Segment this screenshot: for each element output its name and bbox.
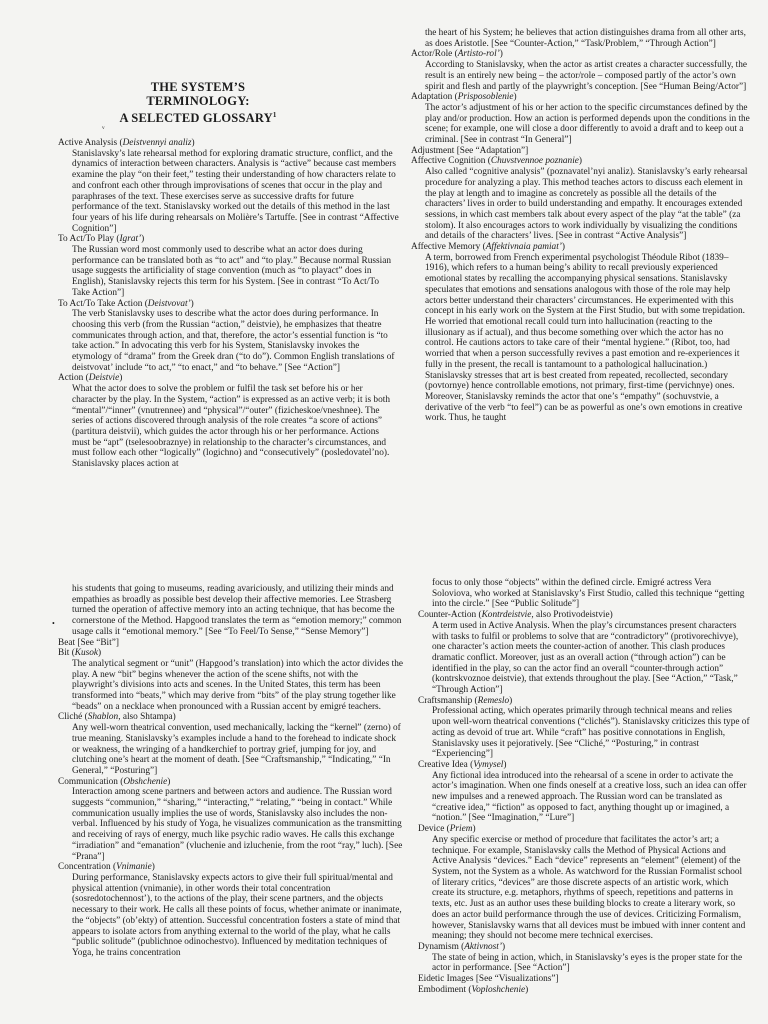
- headword-label: Active Analysis (: [58, 138, 123, 148]
- glossary-headword: [58, 138, 399, 149]
- continued-text: focus to only those “objects” within the defined circle. Emigré actress Vera Soloviova, who worked at Stanislavsky’s First Studio, called this technique “getting into the circle.” [See “Public Solitude”]: [432, 578, 745, 610]
- glossary-definition: Professional acting, which operates primarily through technical means and relies upon well-worn theatrical conventions (“clichés”). Stanislavsky criticizes this type of acting as devoid of true art. While “craft” has positive connotations in English, Stanislavsky uses it pejoratively. [See “Cliché,” “Posturing,” in contrast “Experiencing”]: [432, 706, 750, 760]
- headword-tail: ): [472, 824, 476, 835]
- headword-label: To Act/To Take Action (: [58, 298, 148, 309]
- glossary-headword: [411, 242, 750, 253]
- headword-label: Device (: [418, 824, 450, 835]
- glossary-definition: A term, borrowed from French experimental psychologist Théodule Ribot (1839–1916), which refers to a human being’s ability to recall previously experienced emotional states by recalling the accompanying physical sensations. Stanislavsky speculates that emotions and sensations analogous with those of the role may help actors better understand their characters’ circumstances. He experimented with this concept in his early work on the System at the First Studio, but with some trepidation. He worried that emotional recall could turn into hallucination (reacting to the illusionary as if actual), and thus become something over which the actor has no control. He cautions actors to take care of their “mental hygiene.” (Ribot, too, had worried that when a person successfully revives a past emotion and re-experiences it fully in the present, the recall is tantamount to a pathological hallucination.) Stanislavsky stresses that art is best created from repeated, recollected, secondary (povtornye) hence controllable emotions, not primary, first-time (pervichnye) ones. Moreover, Stanislavsky reminds the actor that one’s “empathy” (sochuvstvie, a derivative of the verb “to feel”) can be as powerful as one’s own emotions in creative work. Thus, he taught: [425, 252, 745, 424]
- glossary-definition: The actor’s adjustment of his or her action to the specific circumstances defined by the play and/or production. How an action is performed depends upon the conditions in the scene; for example, one will close a door differently to avoid a draft and to keep out a criminal. [See in contrast “In General”]: [425, 102, 750, 146]
- headword-label: Beat [See “Bit”]: [58, 637, 119, 648]
- headword-tail: ): [561, 242, 565, 253]
- headword-label: Adjustment [See “Adaptation”]: [411, 145, 529, 156]
- headword-tail: ): [501, 941, 506, 952]
- glossary-headword: [418, 942, 752, 953]
- glossary-definition: During performance, Stanislavsky expects actors to give their full spiritual/mental and physical attention (vnimanie), in other words their total concentration (sosredotochennost’), to the actions of the play, their scene partners, and the objects necessary to their work. He calls all these points of focus, whether animate or inanimate, the “objects” (ob’ekty) of attention. Successful concentration fosters a state of mind that appears to isolate actors from anything external to the world of the play, what he calls “public solitude” (publichnoe odinochestvo). Influenced by meditation techniques of Yoga, he trains concentration: [72, 872, 402, 958]
- headword-label: Affective Cognition (: [411, 156, 491, 167]
- glossary-headword: [411, 146, 750, 157]
- page-top-left-column: [58, 138, 399, 508]
- russian-term: Chuvstvennoe poznanie: [490, 156, 579, 167]
- headword-tail: ): [98, 648, 102, 659]
- headword-tail: ): [525, 984, 529, 995]
- glossary-headword: [58, 234, 399, 245]
- headword-tail: ): [151, 862, 155, 873]
- glossary-definition: According to Stanislavsky, when the actor as artist creates a character successfully, the result is an entirely new being – the actor/role – composed partly of the actor’s own spirit and flesh and partly of the playwright’s conception. [See “Human Being/Actor”]: [425, 60, 747, 92]
- headword-label: Embodiment (: [418, 984, 472, 995]
- glossary-definition: Any fictional idea introduced into the rehearsal of a scene in order to activate the actor’s imagination. When one finds oneself at a creative loss, such an idea can offer new impulses and a renewed approach. The Russian word can be translated as “creative idea,” “fiction” as opposed to fact, anything thought up or imagined, a “notion.” [See “Imagination,” “Lure”]: [432, 770, 747, 824]
- glossary-headword: [418, 760, 752, 771]
- headword-tail: ): [167, 776, 171, 787]
- headword-tail: ): [503, 759, 507, 770]
- continued-text: his students that going to museums, reading avariciously, and utilizing their minds and empathies as broadly as possible best develop their affective memories. Lee Strasberg turned the operation of affective memory into an acting technique, that has become the cornerstone of the Method. Hapgood translates the term as “emotion memory;” common usage calls it “emotional memory.” [See “To Feel/To Sense,” “Sense Memory”]: [72, 584, 402, 637]
- headword-label: Counter-Action (: [418, 610, 482, 621]
- title-line-1: THE SYSTEM’S TERMINOLOGY:: [146, 80, 250, 108]
- russian-term: Deistvennyi analiz: [122, 138, 192, 148]
- margin-bullet: •: [52, 619, 55, 628]
- headword-label: Actor/Role (: [411, 49, 458, 60]
- glossary-definition: Interaction among scene partners and between actors and audience. The Russian word suggests “communion,” “sharing,” “interacting,” “relating,” “being in contact.” While communication usually implies the use of words, Stanislavsky also includes the non-verbal. Influenced by his study of Yoga, he visualizes communication as the transmitting and receiving of rays of energy, much like psychic radio waves. He calls this exchange “irradiation” and “emanation” (vluchenie and izluchenie, from the root “ray,” luch). [See “Prana”]: [72, 787, 403, 862]
- headword-label: Concentration (: [58, 862, 117, 873]
- headword-label: Communication (: [58, 776, 124, 787]
- glossary-headword: [58, 299, 399, 310]
- russian-term: Kontrdeistvie: [481, 610, 532, 621]
- title-line-2: A SELECTED GLOSSARY$^1$: [119, 111, 277, 126]
- glossary-definition: The analytical segment or “unit” (Hapgood’s translation) into which the actor divides the play. A new “bit” begins whenever the action of the scene shifts, not with the playwright’s divisions into acts and scenes. In the United States, this term has been transformed into “beats,” which may derive from “bits” of the play strung together like “beads” on a necklace when pronounced with a Russian accent by emigré teachers.: [72, 658, 403, 712]
- headword-label: Cliché (: [58, 712, 88, 723]
- russian-term: Deistvie: [88, 373, 120, 384]
- glossary-title: [100, 80, 296, 125]
- headword-label: Creative Idea (: [418, 759, 474, 770]
- headword-label: Dynamism (: [418, 941, 465, 952]
- glossary-headword: [411, 49, 750, 60]
- russian-term: Obshchenie: [123, 776, 168, 787]
- glossary-definition: The verb Stanislavsky uses to describe what the actor does during performance. In choosing this verb (from the Russian “action,” deistvie), he emphasizes that theatre communicates through action, and that, therefore, the actor’s essential function is “to take action.” In advocating this verb for his System, Stanislavsky invokes the etymology of “drama” from the Greek dran (“to do”). Common English translations of deistvovat’ include “to act,” “to enact,” and “to behave.” [See “Action”]: [72, 309, 395, 373]
- russian-term: Artisto-rol’: [457, 49, 500, 60]
- headword-tail: ): [578, 156, 583, 167]
- headword-label: Adaptation (: [411, 92, 458, 103]
- stray-mark: ᵥ: [102, 120, 105, 130]
- headword-tail: , also Protivodeistvie): [531, 610, 613, 621]
- headword-label: To Act/To Play (: [58, 234, 120, 245]
- headword-label: Bit (: [58, 648, 75, 659]
- glossary-definition: A term used in Active Analysis. When the play’s circumstances present characters with tasks to fulfil or problems to solve that are “contradictory” (protivorechivye), one character’s action meets the counter-action of another. This clash produces dramatic conflict. Moreover, just as an overall action (“through action”) can be identified in the play, so can the actor find an overall “counter-through action” (kontrskvoznoe deistvie), that extends throughout the play. [See “Action,” “Task,” “Through Action”]: [432, 620, 739, 696]
- russian-term: Igrat’: [119, 234, 142, 245]
- russian-term: Kusok: [74, 648, 99, 659]
- glossary-definition: What the actor does to solve the problem or fulfil the task set before his or her character by the play. In the System, “action” is expressed as an active verb; it is both “mental”/“inner” (vnutrennee) and “physical”/“outer” (fizicheskoe/vneshnee). The series of actions discovered through analysis of the role creates “a score of actions” (partitura deistvii), which guides the actor through his or her performance. Actions must be “apt” (tselesoobraznye) in relationship to the character’s circumstances, and must follow each other “logically” (logichno) and “consecutively” (posledovatel’no). Stanislavsky places action at: [72, 384, 390, 470]
- russian-term: Deistvovat’: [147, 298, 191, 309]
- russian-term: Voploshchenie: [471, 984, 526, 995]
- glossary-headword: [58, 862, 403, 873]
- glossary-headword: [418, 985, 752, 996]
- glossary-headword: [58, 712, 403, 723]
- headword-label: Eidetic Images [See “Visualizations”]: [418, 974, 559, 985]
- headword-tail: ): [509, 695, 513, 706]
- glossary-headword: [411, 156, 750, 167]
- glossary-headword: [58, 373, 399, 384]
- russian-term: Vymysel: [473, 759, 504, 770]
- continued-text: the heart of his System; he believes that action distinguishes drama from all other arts, as does Aristotle. [See “Counter-Action,” “Task/Problem,” “Through Action”]: [425, 28, 746, 49]
- glossary-definition: Also called “cognitive analysis” (poznavatel’nyi analiz). Stanislavsky’s early rehearsal procedure for analyzing a play. This method teaches actors to discuss each element in the play at length and to imagine as concretely as possible all the details of the characters’ lives in order to build understanding and empathy. It encourages extended sessions, in which cast members talk about every aspect of the play “at the table” (za stolom). It also encourages actors to work individually by visualizing the conditions and details of the characters’ lives. [See in contrast “Active Analysis”]: [425, 167, 748, 242]
- headword-tail: ): [191, 138, 195, 148]
- headword-tail: ): [119, 373, 123, 384]
- russian-term: Shablon: [87, 712, 119, 723]
- glossary-definition: Any specific exercise or method of procedure that facilitates the actor’s art; a technique. For example, Stanislavsky calls the Method of Physical Actions and Active Analysis “devices.” Each “device” represents an “element” (element) of the System, not the System as a whole. As watchword for the Russian Formalist school of literary critics, “devices” are those discrete aspects of an artistic work, which create its structure, e.g. metaphors, rhythms of speech, repetitions and patterns in texts, etc. Just as an author uses these building blocks to create a literary work, so does an actor build performance through the use of devices. Criticizing Formalism, however, Stanislavsky warns that all devices must be imbued with inner content and meaning; they should not become mere technical exercises.: [432, 834, 746, 942]
- glossary-headword: [58, 648, 403, 659]
- footnote-marker: 1: [272, 111, 277, 119]
- glossary-definition: Any well-worn theatrical convention, used mechanically, lacking the “kernel” (zerno) of true meaning. Stanislavsky’s examples include a hand to the forehead to indicate shock or weakness, the wringing of a handkerchief to portray grief, jumping for joy, and clutching one’s heart at the moment of death. [See “Craftsmanship,” “Indicating,” “In General,” “Posturing”]: [72, 723, 401, 776]
- russian-term: Affektivnaia pamiat’: [485, 242, 562, 253]
- headword-label: Action (: [58, 373, 89, 384]
- page-bottom-right-column: [418, 578, 752, 1024]
- russian-term: Remeslo: [477, 695, 510, 706]
- russian-term: Priem: [449, 824, 473, 835]
- glossary-headword: [418, 824, 752, 835]
- russian-term: Aktivnost’: [464, 941, 502, 952]
- russian-term: Vnimanie: [116, 862, 152, 873]
- glossary-headword: [58, 638, 403, 649]
- page-bottom-left-column: [58, 584, 403, 1024]
- headword-tail: ): [513, 92, 517, 103]
- glossary-definition: Stanislavsky’s late rehearsal method for exploring dramatic structure, conflict, and the dynamics of interaction between characters. Analysis is “active” because cast members examine the play “on their feet,” testing their understanding of how characters relate to and confront each other through improvisations of scenes that occur in the play and paraphrases of the text. These exercises serve as successive drafts for future performance of the text. Stanislavsky worked out the details of this method in the last four years of his life during rehearsals on Molière’s Tartuffe. [See in contrast “Affective Cognition”]: [72, 148, 399, 234]
- glossary-headword: [58, 777, 403, 788]
- glossary-headword: [418, 696, 752, 707]
- russian-term: Prisposoblenie: [457, 92, 514, 103]
- glossary-definition: The Russian word most commonly used to describe what an actor does during performance can be translated both as “to act” and “to play.” Because normal Russian usage suggests the artificiality of stage convention (much as “to playact” does in English), Stanislavsky rejects this term for his System. [See in contrast “To Act/To Take Action”]: [72, 245, 391, 298]
- headword-label: Affective Memory (: [411, 242, 486, 253]
- headword-tail: ): [499, 49, 503, 60]
- headword-tail: , also Shtampa): [118, 712, 176, 723]
- headword-label: Craftsmanship (: [418, 695, 478, 706]
- glossary-headword: [411, 92, 750, 103]
- headword-tail: ): [141, 234, 145, 245]
- glossary-headword: [418, 610, 752, 621]
- glossary-definition: The state of being in action, which, in Stanislavsky’s eyes is the proper state for the actor in performance. [See “Action”]: [432, 952, 743, 974]
- headword-tail: ): [190, 298, 194, 309]
- page-top-right-column: [411, 28, 750, 506]
- glossary-headword: [418, 974, 752, 985]
